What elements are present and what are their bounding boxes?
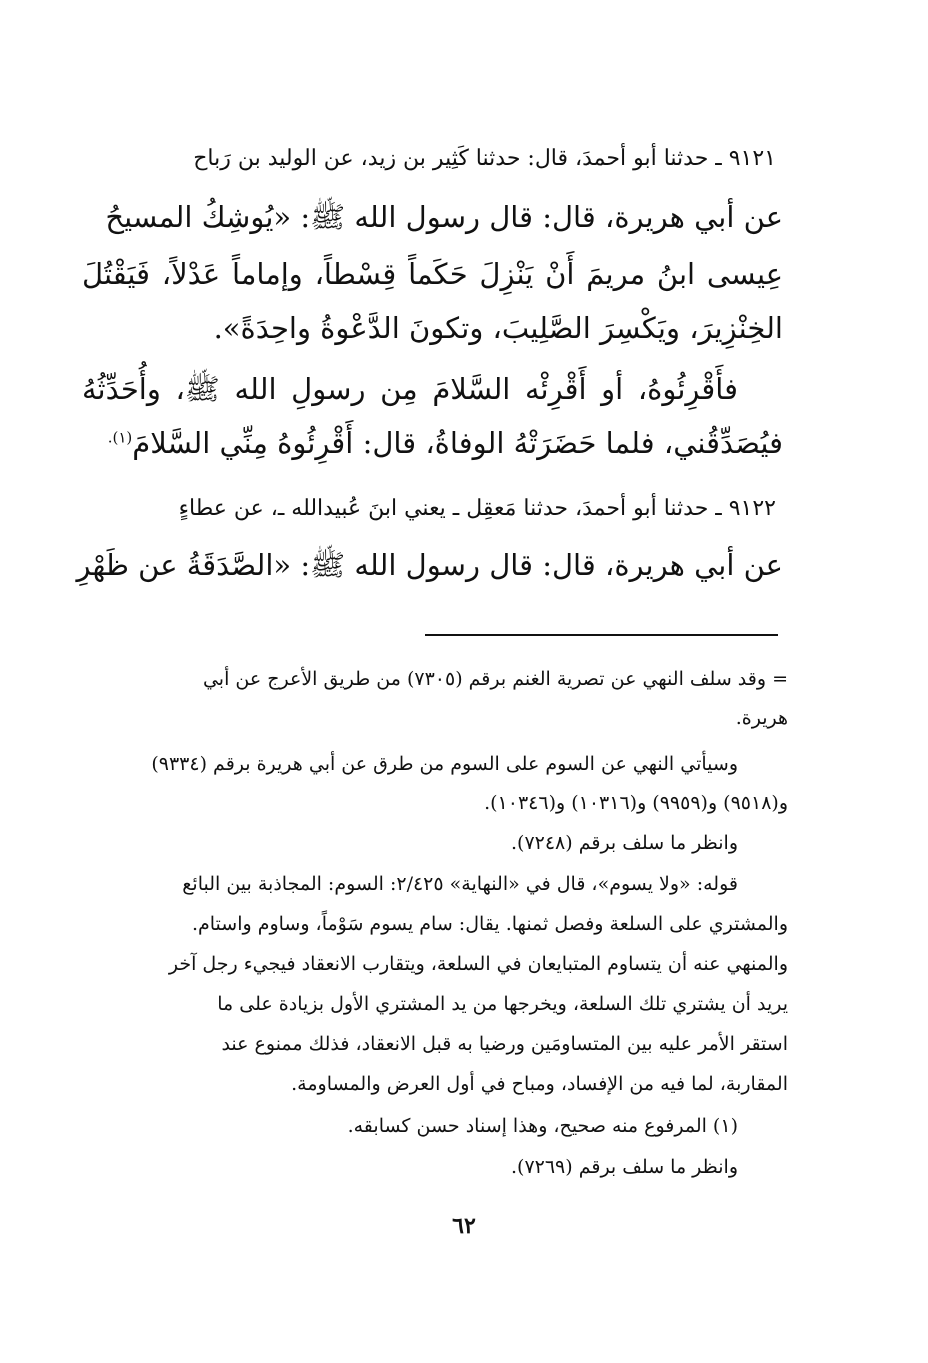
page-number: ٦٢ xyxy=(452,1213,476,1239)
hadith-9121-line-3: الخِنْزِيرَ، ويَكْسِرَ الصَّلِيبَ، وتكونَ الدَّعْوةُ واحِدَةً». xyxy=(213,311,783,345)
footnote-line-7: والمشتري على السلعة وفصل ثمنها. يقال: سام يسوم سَوْماً، وساوم واستام. xyxy=(191,913,788,935)
footnote-line-3: وسيأتي النهي عن السوم على السوم من طرق عن أبي هريرة برقم (٩٣٣٤) xyxy=(151,753,738,775)
footnote-line-12: (١) المرفوع منه صحيح، وهذا إسناد حسن كسابقه. xyxy=(347,1115,738,1137)
footnote-line-6: قوله: «ولا يسوم»، قال في «النهاية» ٢/٤٢٥: السوم: المجاذبة بين البائع xyxy=(182,873,738,895)
hadith-9121-line-5-text: فيُصَدِّقُني، فلما حَضَرَتْهُ الوفاةُ، قال: أَقْرِئُوهُ مِنِّي السَّلامَ xyxy=(132,426,783,460)
hadith-9121-line-5 xyxy=(107,426,783,460)
footnote-line-13: وانظر ما سلف برقم (٧٢٦٩). xyxy=(510,1156,738,1178)
footnote-line-1: = وقد سلف النهي عن تصرية الغنم برقم (٧٣٠٥) من طريق الأعرج عن أبي xyxy=(202,668,788,690)
hadith-9121-line-2: عِيسى ابنُ مريمَ أَنْ يَنْزِلَ حَكَماً قِسْطاً، وإماماً عَدْلاً، فَيَقْتُلَ xyxy=(82,257,783,291)
hadith-9121-chain: ٩١٢١ ـ حدثنا أبو أحمدَ، قال: حدثنا كَثِير بن زيد، عن الوليد بن رَباح xyxy=(193,146,776,171)
footnote-line-9: يريد أن يشتري تلك السلعة، ويخرجها من يد المشتري الأول بزيادة على ما xyxy=(217,993,788,1015)
footnote-separator xyxy=(425,634,778,636)
footnote-line-8: والمنهي عنه أن يتساوم المتبايعان في السلعة، ويتقارب الانعقاد فيجيء رجل آخر xyxy=(168,953,788,975)
hadith-9122-line-1: عن أبي هريرة، قال: قال رسول الله ﷺ: «الصَّدَقَةُ عن ظَهْرِ xyxy=(76,548,783,582)
footnote-line-10: استقر الأمر عليه بين المتساومَين ورضيا به قبل الانعقاد، فذلك ممنوع عند xyxy=(221,1033,788,1055)
footnote-line-4: و(٩٥١٨) و(٩٩٥٩) و(١٠٣١٦) و(١٠٣٤٦). xyxy=(484,792,788,814)
hadith-9121-line-4: فأَقْرِئُوهُ، أو أَقْرِئْه السَّلامَ مِن رسولِ الله ﷺ، وأُحَدِّثُهُ xyxy=(82,372,738,406)
footnote-line-2: هريرة. xyxy=(735,707,788,729)
footnote-line-11: المقاربة، لما فيه من الإفساد، ومباح في أول العرض والمساومة. xyxy=(291,1073,788,1095)
footnote-marker: (١). xyxy=(107,428,133,447)
hadith-9122-chain: ٩١٢٢ ـ حدثنا أبو أحمدَ، حدثنا مَعقِل ـ يعني ابنَ عُبيدالله ـ، عن عطاءٍ xyxy=(178,496,776,521)
hadith-9121-line-1: عن أبي هريرة، قال: قال رسول الله ﷺ: «يُوشِكُ المسيحُ xyxy=(105,200,783,234)
footnote-line-5: وانظر ما سلف برقم (٧٢٤٨). xyxy=(510,832,738,854)
